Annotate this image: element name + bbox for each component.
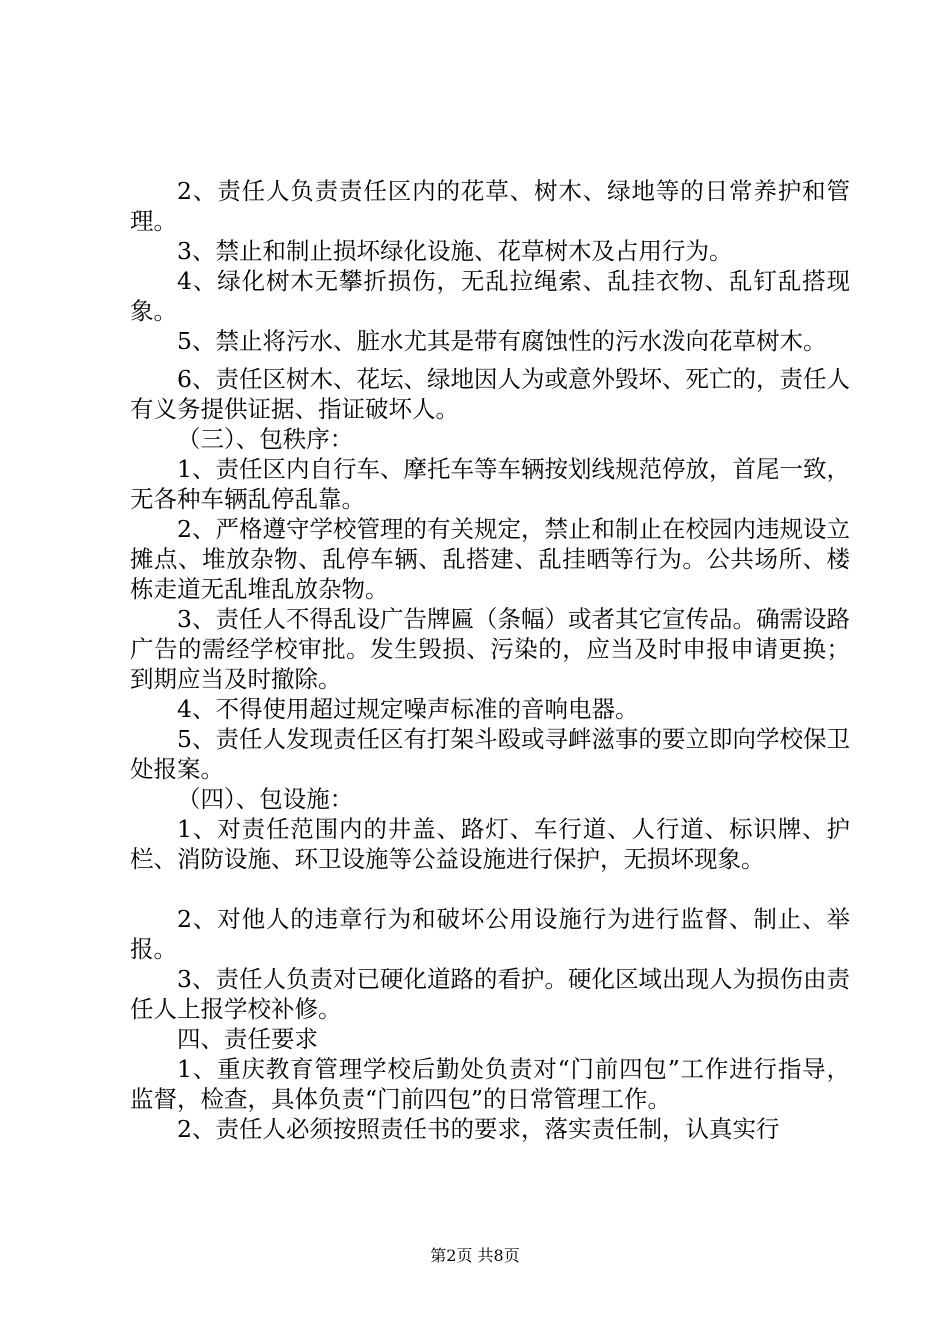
paragraph: 2、对他人的违章行为和破坏公用设施行为进行监督、制止、举报。 — [130, 905, 850, 963]
blank-line — [130, 874, 850, 904]
paragraph: 3、责任人不得乱设广告牌匾（条幅）或者其它宣传品。确需设路广告的需经学校审批。发生毁损、污染的，应当及时申报申请更换；到期应当及时撤除。 — [130, 605, 850, 693]
page-footer: 第2页 共8页 — [430, 1246, 520, 1265]
paragraph: 3、责任人负责对已硬化道路的看护。硬化区域出现人为损伤由责任人上报学校补修。 — [130, 965, 850, 1023]
paragraph: 4、绿化树木无攀折损伤，无乱拉绳索、乱挂衣物、乱钉乱搭现象。 — [130, 267, 850, 325]
section-heading: （四）、包设施： — [177, 785, 354, 813]
paragraph: 5、责任人发现责任区有打架斗殴或寻衅滋事的要立即向学校保卫处报案。 — [130, 725, 850, 783]
paragraph: 5、禁止将污水、脏水尤其是带有腐蚀性的污水泼向花草树木。 — [177, 327, 827, 355]
paragraph: 2、严格遵守学校管理的有关规定，禁止和制止在校园内违规设立摊点、堆放杂物、乱停车辆、乱搭建、乱挂晒等行为。公共场所、楼栋走道无乱堆乱放杂物。 — [130, 515, 850, 603]
section-heading: （三）、包秩序： — [177, 425, 354, 453]
paragraph: 3、禁止和制止损坏绿化设施、花草树木及占用行为。 — [177, 237, 733, 265]
section-heading: 四、责任要求 — [177, 1025, 318, 1053]
paragraph: 2、责任人负责责任区内的花草、树木、绿地等的日常养护和管理。 — [130, 177, 850, 235]
paragraph: 6、责任区树木、花坛、绿地因人为或意外毁坏、死亡的，责任人有义务提供证据、指证破坏人。 — [130, 365, 850, 423]
paragraph: 2、责任人必须按照责任书的要求，落实责任制，认真实行 — [177, 1115, 780, 1143]
document-body — [130, 176, 850, 1144]
paragraph: 1、重庆教育管理学校后勤处负责对“门前四包”工作进行指导，监督，检查，具体负责“门前四包”的日常管理工作。 — [130, 1055, 850, 1113]
paragraph: 4、不得使用超过规定噪声标准的音响电器。 — [177, 695, 639, 723]
paragraph: 1、责任区内自行车、摩托车等车辆按划线规范停放，首尾一致，无各种车辆乱停乱靠。 — [130, 455, 850, 513]
paragraph: 1、对责任范围内的井盖、路灯、车行道、人行道、标识牌、护栏、消防设施、环卫设施等公益设施进行保护，无损坏现象。 — [130, 815, 850, 873]
